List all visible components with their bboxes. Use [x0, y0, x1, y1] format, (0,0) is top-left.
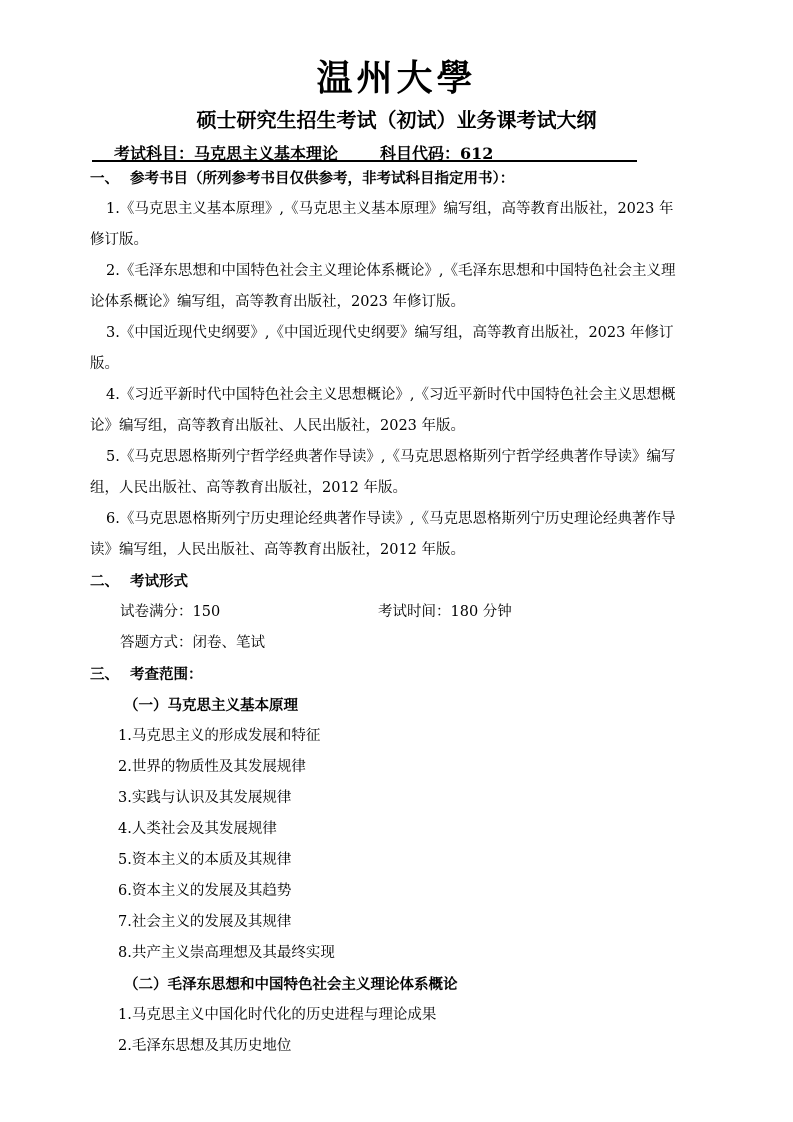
section-number: 二、 — [90, 573, 119, 590]
reference-item-line: 2.《毛泽东思想和中国特色社会主义理论体系概论》,《毛泽东思想和中国特色社会主义理 — [106, 263, 676, 279]
list-item: 5.资本主义的本质及其规律 — [118, 852, 292, 868]
section-heading — [90, 659, 720, 690]
list-item: 1.马克思主义中国化时代化的历史进程与理论成果 — [118, 1007, 437, 1023]
list-item: 3.实践与认识及其发展规律 — [118, 790, 292, 806]
list-item: 2.毛泽东思想及其历史地位 — [118, 1038, 292, 1054]
list-item: 6.资本主义的发展及其趋势 — [118, 883, 292, 899]
exam-format-row — [90, 597, 720, 628]
scope-list — [90, 690, 720, 1062]
section-heading — [90, 163, 720, 194]
subsection-title: （二）毛泽东思想和中国特色社会主义理论体系概论 — [124, 976, 458, 993]
reference-item-line: 组，人民出版社、高等教育出版社，2012 年版。 — [90, 480, 408, 496]
list-item: 7.社会主义的发展及其规律 — [118, 914, 292, 930]
list-item: 1.马克思主义的形成发展和特征 — [118, 728, 321, 744]
subsection-title: （一）马克思主义基本原理 — [124, 697, 298, 714]
full-score: 试卷满分：150 — [120, 604, 221, 620]
reference-item-line: 论》编写组，高等教育出版社、人民出版社，2023 年版。 — [90, 418, 466, 434]
reference-item-line: 读》编写组，人民出版社、高等教育出版社，2012 年版。 — [90, 542, 466, 558]
section-title: 考试形式 — [130, 573, 188, 590]
list-item: 2.世界的物质性及其发展规律 — [118, 759, 306, 775]
section-number: 三、 — [90, 666, 119, 683]
reference-item-line: 3.《中国近现代史纲要》,《中国近现代史纲要》编写组，高等教育出版社，2023 年修订 — [106, 325, 674, 341]
list-item: 8.共产主义崇高理想及其最终实现 — [118, 945, 335, 961]
reference-list — [90, 194, 720, 566]
reference-item-line: 1.《马克思主义基本原理》,《马克思主义基本原理》编写组，高等教育出版社，2023 年 — [106, 201, 674, 217]
reference-item-line: 论体系概论》编写组，高等教育出版社，2023 年修订版。 — [90, 294, 466, 310]
reference-item-line: 5.《马克思恩格斯列宁哲学经典著作导读》,《马克思恩格斯列宁哲学经典著作导读》编写 — [106, 449, 676, 465]
reference-item-line: 修订版。 — [90, 232, 148, 248]
subject-line — [92, 141, 637, 162]
document-title: 硕士研究生招生考试（初试）业务课考试大纲 — [196, 108, 597, 132]
list-item: 4.人类社会及其发展规律 — [118, 821, 277, 837]
section-number: 一、 — [90, 170, 119, 187]
reference-item-line: 6.《马克思恩格斯列宁历史理论经典著作导读》,《马克思恩格斯列宁历史理论经典著作导 — [106, 511, 676, 527]
reference-item-line: 版。 — [90, 356, 119, 372]
section-heading — [90, 566, 720, 597]
answer-method: 答题方式：闭卷、笔试 — [120, 635, 265, 651]
document-body — [90, 163, 720, 1062]
exam-subject: 考试科目：马克思主义基本理论 — [114, 144, 339, 163]
reference-item-line: 4.《习近平新时代中国特色社会主义思想概论》,《习近平新时代中国特色社会主义思想概 — [106, 387, 676, 403]
exam-duration: 考试时间：180 分钟 — [378, 604, 512, 620]
section-title: 考查范围： — [130, 666, 203, 683]
subject-code: 科目代码：612 — [380, 144, 494, 163]
university-logo-title: 温州大學 — [316, 57, 477, 99]
section-title: 参考书目（所列参考书目仅供参考，非考试科目指定用书）： — [130, 170, 515, 187]
